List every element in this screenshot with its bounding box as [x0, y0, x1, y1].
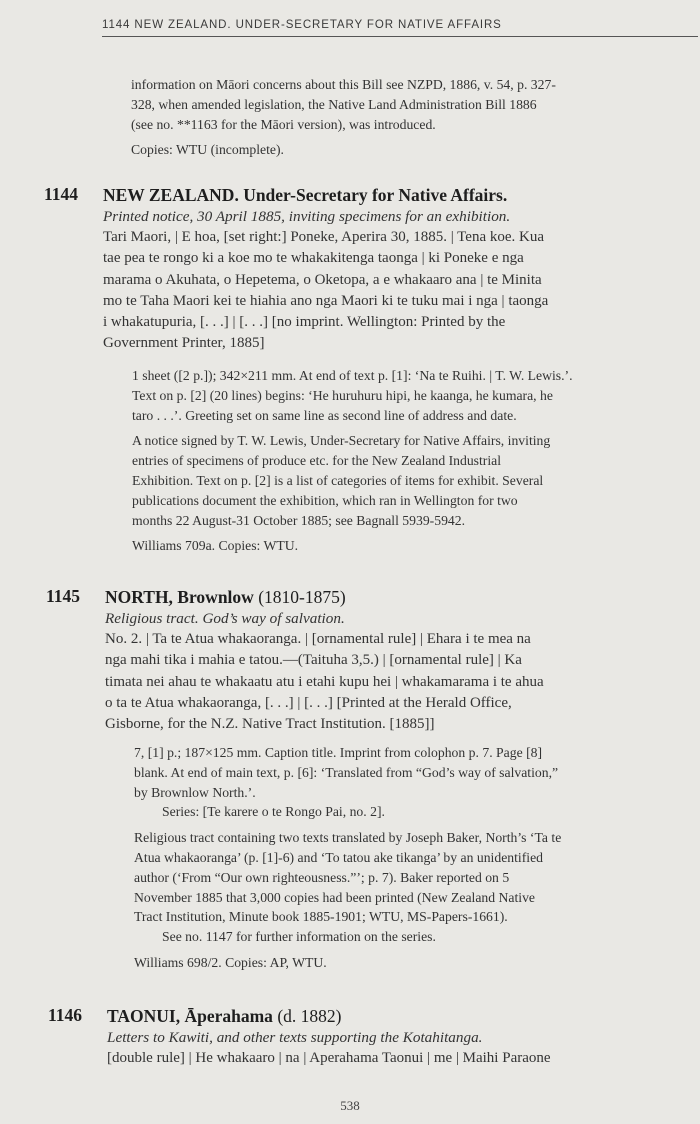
entry-heading — [103, 184, 688, 206]
entry-name: TAONUI, Āperahama — [107, 1006, 273, 1026]
transcription-line: [double rule] | He whakaaro | na | Aperahama Taonui | me | Maihi Paraone — [107, 1050, 551, 1066]
note-line: publications document the exhibition, which ran in Wellington for two — [132, 492, 518, 508]
entry-name: NORTH, Brownlow — [105, 587, 254, 607]
note-line: author (‘From “Our own righteousness.”’; p. 7). Baker reported on 5 — [134, 869, 510, 885]
entry-name: NEW ZEALAND. Under-Secretary for Native Affairs. — [103, 185, 508, 205]
transcription-line: No. 2. | Ta te Atua whakaoranga. | [ornamental rule] | Ehara i te mea na — [105, 631, 531, 647]
entry-1145-notes — [134, 743, 688, 973]
note-line: blank. At end of main text, p. [6]: ‘Translated from “God’s way of salvation,” — [134, 764, 559, 780]
note-line: 1 sheet ([2 p.]); 342×211 mm. At end of text p. [1]: ‘Na te Ruihi. | T. W. Lewis.’. — [132, 368, 573, 383]
note-line: November 1885 that 3,000 copies had been printed (New Zealand Native — [134, 889, 535, 905]
transcription-line: marama o Akuhata, o Hepetema, o Oketopa, a e whakaaro ana | te Minita — [103, 271, 542, 288]
carry-over-line: information on Māori concerns about this Bill see NZPD, 1886, v. 54, p. 327- — [131, 77, 556, 92]
entry-1145 — [105, 586, 688, 735]
entry-1144-notes — [132, 366, 686, 556]
entry-transcription — [105, 629, 688, 735]
entry-subtitle: Letters to Kawiti, and other texts supporting the Kotahitanga. — [107, 1029, 483, 1046]
note-see-also: See no. 1147 for further information on the series. — [162, 929, 436, 945]
carry-over-block — [131, 75, 686, 160]
page-number: 538 — [340, 1098, 360, 1113]
transcription-line: Tari Maori, | E hoa, [set right:] Poneke, Aperira 30, 1885. | Tena koe. Kua — [103, 229, 545, 245]
entry-number: 1144 — [44, 184, 79, 204]
note-line: A notice signed by T. W. Lewis, Under-Secretary for Native Affairs, inviting — [132, 433, 551, 449]
transcription-line: Gisborne, for the N.Z. Native Tract Institution. [1885]] — [105, 716, 435, 733]
note-line: Religious tract containing two texts translated by Joseph Baker, North’s ‘Ta te — [134, 830, 562, 846]
note-line: Exhibition. Text on p. [2] is a list of categories of items for exhibit. Several — [132, 472, 544, 488]
note-line: entries of specimens of produce etc. for the New Zealand Industrial — [132, 453, 502, 469]
transcription-line: mo te Taha Maori kei te hiahia ano nga Maori ki te tuku mai i nga | taonga — [103, 292, 549, 309]
note-line: months 22 August-31 October 1885; see Bagnall 5939-5942. — [132, 512, 466, 528]
entry-dates: (1810-1875) — [258, 587, 346, 607]
entry-number: 1146 — [48, 1005, 83, 1025]
transcription-line: nga mahi tika i mahia e tatou.—(Taituha 3,5.) | [ornamental rule] | Ka — [105, 652, 522, 669]
transcription-line: i whakatupuria, [. . .] | [. . .] [no imprint. Wellington: Printed by the — [103, 314, 506, 331]
note-line: Text on p. [2] (20 lines) begins: ‘He huruhuru hipi, he kaanga, he kumara, he — [132, 387, 553, 403]
note-line: taro . . .’. Greeting set on same line as second line of address and date. — [132, 407, 517, 423]
running-head: 1144 NEW ZEALAND. UNDER-SECRETARY FOR NATIVE AFFAIRS — [102, 19, 698, 37]
entry-subtitle: Religious tract. God’s way of salvation. — [105, 610, 345, 627]
transcription-line: timata nei ahau te whakaatu atu i etahi kupu hei | whakamarama i te ahua — [105, 673, 544, 690]
note-line: Williams 709a. Copies: WTU. — [132, 538, 299, 554]
transcription-line: o ta te Atua whakaoranga, [. . .] | [. . .] [Printed at the Herald Office, — [105, 694, 512, 711]
entry-1146 — [107, 1005, 690, 1069]
note-line: by Brownlow North.’. — [134, 784, 256, 800]
carry-over-line: (see no. **1163 for the Māori version), was introduced. — [131, 116, 436, 132]
entry-heading — [107, 1005, 690, 1027]
entry-subtitle: Printed notice, 30 April 1885, inviting specimens for an exhibition. — [103, 208, 511, 225]
entry-dates: (d. 1882) — [277, 1006, 342, 1026]
note-line: Tract Institution, Minute book 1885-1901; WTU, MS-Papers-1661). — [134, 909, 508, 925]
transcription-line: Government Printer, 1885] — [103, 335, 265, 352]
entry-transcription — [103, 227, 688, 355]
note-line: 7, [1] p.; 187×125 mm. Caption title. Imprint from colophon p. 7. Page [8] — [134, 745, 543, 760]
transcription-line: tae pea te rongo ki a koe mo te whakakitenga taonga | ki Poneke e nga — [103, 250, 524, 267]
carry-over-copies: Copies: WTU (incomplete). — [131, 142, 284, 158]
entry-heading — [105, 586, 688, 608]
entry-1144 — [103, 184, 688, 355]
entry-number: 1145 — [46, 586, 81, 606]
note-line: Atua whakaoranga’ (p. [1]-6) and ‘To tatou ake tikanga’ by an unidentified — [134, 849, 543, 865]
note-series: Series: [Te karere o te Rongo Pai, no. 2]. — [162, 804, 385, 820]
carry-over-line: 328, when amended legislation, the Native Land Administration Bill 1886 — [131, 96, 537, 112]
note-line: Williams 698/2. Copies: AP, WTU. — [134, 954, 327, 970]
